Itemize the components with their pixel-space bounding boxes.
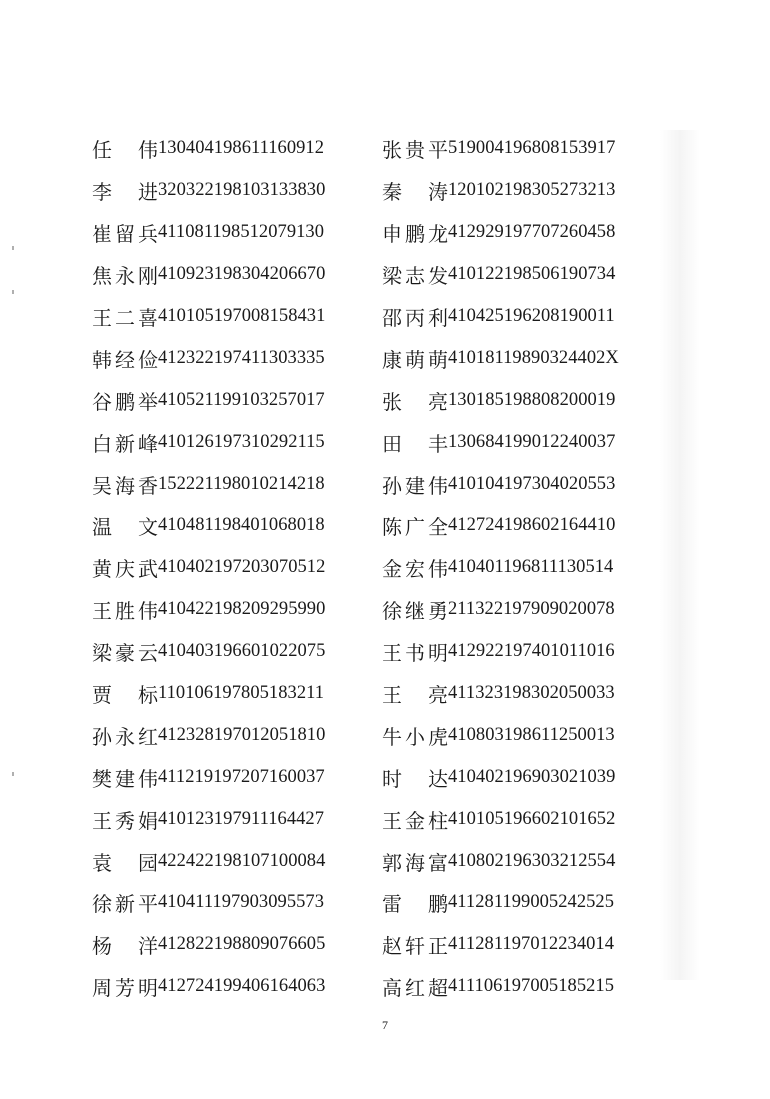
list-row <box>92 421 652 463</box>
list-row <box>92 756 652 798</box>
person-name: 吴海香 <box>92 473 158 498</box>
right-entry <box>382 805 652 834</box>
id-number: 410803198611250013 <box>448 724 615 745</box>
list-row <box>92 296 652 338</box>
left-entry <box>92 805 382 834</box>
person-name: 王亮 <box>382 683 448 708</box>
left-entry <box>92 847 382 876</box>
right-entry <box>382 134 652 163</box>
person-name: 申鹏龙 <box>382 222 448 247</box>
id-number: 410923198304206670 <box>158 264 326 285</box>
person-name: 梁志发 <box>382 264 448 289</box>
person-name: 田丰 <box>382 431 448 456</box>
list-row <box>92 589 652 631</box>
person-name: 李进 <box>92 180 158 205</box>
left-entry <box>92 218 382 247</box>
id-number: 411323198302050033 <box>448 683 615 704</box>
left-entry <box>92 302 382 331</box>
left-entry <box>92 134 382 163</box>
left-entry <box>92 428 382 457</box>
list-row <box>92 798 652 840</box>
id-number: 410411197903095573 <box>158 892 325 913</box>
left-entry <box>92 763 382 792</box>
id-number: 411281197012234014 <box>448 934 615 955</box>
id-number: 410401196811130514 <box>448 557 614 578</box>
left-entry <box>92 386 382 415</box>
list-row <box>92 170 652 212</box>
list-row <box>92 966 652 1008</box>
page-number: 7 <box>382 1018 388 1032</box>
left-entry <box>92 344 382 373</box>
id-number: 412724198602164410 <box>448 515 616 536</box>
id-number: 412822198809076605 <box>158 934 326 955</box>
list-row <box>92 547 652 589</box>
id-number: 410802196303212554 <box>448 850 616 871</box>
person-name: 王书明 <box>382 641 448 666</box>
id-number: 130185198808200019 <box>448 389 616 410</box>
person-name: 袁园 <box>92 850 158 875</box>
list-row <box>92 673 652 715</box>
left-entry <box>92 595 382 624</box>
id-number: 152221198010214218 <box>158 473 325 494</box>
right-entry <box>382 888 652 917</box>
person-name: 金宏伟 <box>382 557 448 582</box>
id-number: 410105196602101652 <box>448 808 616 829</box>
scan-mark <box>12 772 14 776</box>
right-entry <box>382 511 652 540</box>
id-number: 410422198209295990 <box>158 599 326 620</box>
id-number: 110106197805183211 <box>158 683 325 704</box>
list-row <box>92 212 652 254</box>
person-name: 雷鹏 <box>382 892 448 917</box>
left-entry <box>92 511 382 540</box>
person-name: 任伟 <box>92 138 158 163</box>
bleed-through-shadow <box>660 130 700 980</box>
id-number: 422422198107100084 <box>158 850 326 871</box>
id-number: 412929197707260458 <box>448 222 616 243</box>
right-entry <box>382 470 652 499</box>
right-entry <box>382 930 652 959</box>
person-name: 康萌萌 <box>382 347 448 372</box>
left-entry <box>92 637 382 666</box>
right-entry <box>382 972 652 1001</box>
person-name: 牛小虎 <box>382 724 448 749</box>
id-number: 41018119890324402X <box>448 347 619 368</box>
left-entry <box>92 260 382 289</box>
left-entry <box>92 470 382 499</box>
id-number: 130404198611160912 <box>158 138 325 159</box>
right-entry <box>382 344 652 373</box>
person-name: 王秀娟 <box>92 808 158 833</box>
left-entry <box>92 930 382 959</box>
scan-mark <box>12 246 14 250</box>
id-number: 410481198401068018 <box>158 515 325 536</box>
person-name: 徐继勇 <box>382 599 448 624</box>
id-number: 410521199103257017 <box>158 389 325 410</box>
right-entry <box>382 218 652 247</box>
person-name: 秦涛 <box>382 180 448 205</box>
id-number: 320322198103133830 <box>158 180 326 201</box>
person-name: 郭海富 <box>382 850 448 875</box>
list-row <box>92 254 652 296</box>
person-name: 张贵平 <box>382 138 448 163</box>
left-entry <box>92 721 382 750</box>
id-number: 410122198506190734 <box>448 264 616 285</box>
right-entry <box>382 553 652 582</box>
id-number: 411081198512079130 <box>158 222 325 243</box>
right-entry <box>382 260 652 289</box>
id-number: 211322197909020078 <box>448 599 615 620</box>
id-number: 410104197304020553 <box>448 473 616 494</box>
person-name: 王胜伟 <box>92 599 158 624</box>
id-number: 412724199406164063 <box>158 976 326 997</box>
id-number: 411281199005242525 <box>448 892 615 913</box>
id-number: 410402197203070512 <box>158 557 326 578</box>
id-number: 410123197911164427 <box>158 808 325 829</box>
list-row <box>92 505 652 547</box>
person-name: 周芳明 <box>92 976 158 1001</box>
right-entry <box>382 386 652 415</box>
left-entry <box>92 888 382 917</box>
person-name: 韩经俭 <box>92 347 158 372</box>
person-name: 孙永红 <box>92 724 158 749</box>
list-row <box>92 631 652 673</box>
person-name: 徐新平 <box>92 892 158 917</box>
list-row <box>92 463 652 505</box>
person-name: 高红超 <box>382 976 448 1001</box>
id-number: 412322197411303335 <box>158 347 325 368</box>
person-name: 樊建伟 <box>92 766 158 791</box>
person-name: 白新峰 <box>92 431 158 456</box>
person-name: 陈广全 <box>382 515 448 540</box>
id-number: 410403196601022075 <box>158 641 326 662</box>
left-entry <box>92 679 382 708</box>
id-number: 411106197005185215 <box>448 976 615 997</box>
id-number: 410105197008158431 <box>158 306 326 326</box>
id-number: 410126197310292115 <box>158 431 325 452</box>
right-entry <box>382 763 652 792</box>
person-name: 王金柱 <box>382 808 448 833</box>
id-number: 411219197207160037 <box>158 766 325 787</box>
person-name: 温文 <box>92 515 158 540</box>
person-name: 张亮 <box>382 389 448 414</box>
person-name: 贾标 <box>92 683 158 708</box>
id-number: 412922197401011016 <box>448 641 615 662</box>
person-name: 杨洋 <box>92 934 158 959</box>
right-entry <box>382 637 652 666</box>
list-row <box>92 840 652 882</box>
id-number: 410425196208190011 <box>448 306 615 326</box>
left-entry <box>92 176 382 205</box>
list-row <box>92 128 652 170</box>
id-number: 130684199012240037 <box>448 431 616 452</box>
person-name: 孙建伟 <box>382 473 448 498</box>
right-entry <box>382 428 652 457</box>
person-name: 黄庆武 <box>92 557 158 582</box>
person-name: 赵轩正 <box>382 934 448 959</box>
right-entry <box>382 721 652 750</box>
right-entry <box>382 679 652 708</box>
id-number: 519004196808153917 <box>448 138 616 159</box>
person-name: 王二喜 <box>92 306 158 330</box>
id-number: 410402196903021039 <box>448 766 616 787</box>
scan-mark <box>12 290 14 294</box>
right-entry <box>382 302 652 331</box>
person-name: 时达 <box>382 766 448 791</box>
id-number: 120102198305273213 <box>448 180 616 201</box>
left-entry <box>92 972 382 1001</box>
right-entry <box>382 847 652 876</box>
person-name: 谷鹏举 <box>92 389 158 414</box>
person-name: 梁豪云 <box>92 641 158 666</box>
list-row <box>92 714 652 756</box>
person-name: 崔留兵 <box>92 222 158 247</box>
id-number: 412328197012051810 <box>158 724 326 745</box>
list-row <box>92 882 652 924</box>
list-row <box>92 337 652 379</box>
person-name: 焦永刚 <box>92 264 158 289</box>
right-entry <box>382 595 652 624</box>
right-entry <box>382 176 652 205</box>
list-row <box>92 379 652 421</box>
person-name: 邵丙利 <box>382 306 448 330</box>
left-entry <box>92 553 382 582</box>
name-id-list <box>92 128 652 1008</box>
list-row <box>92 924 652 966</box>
